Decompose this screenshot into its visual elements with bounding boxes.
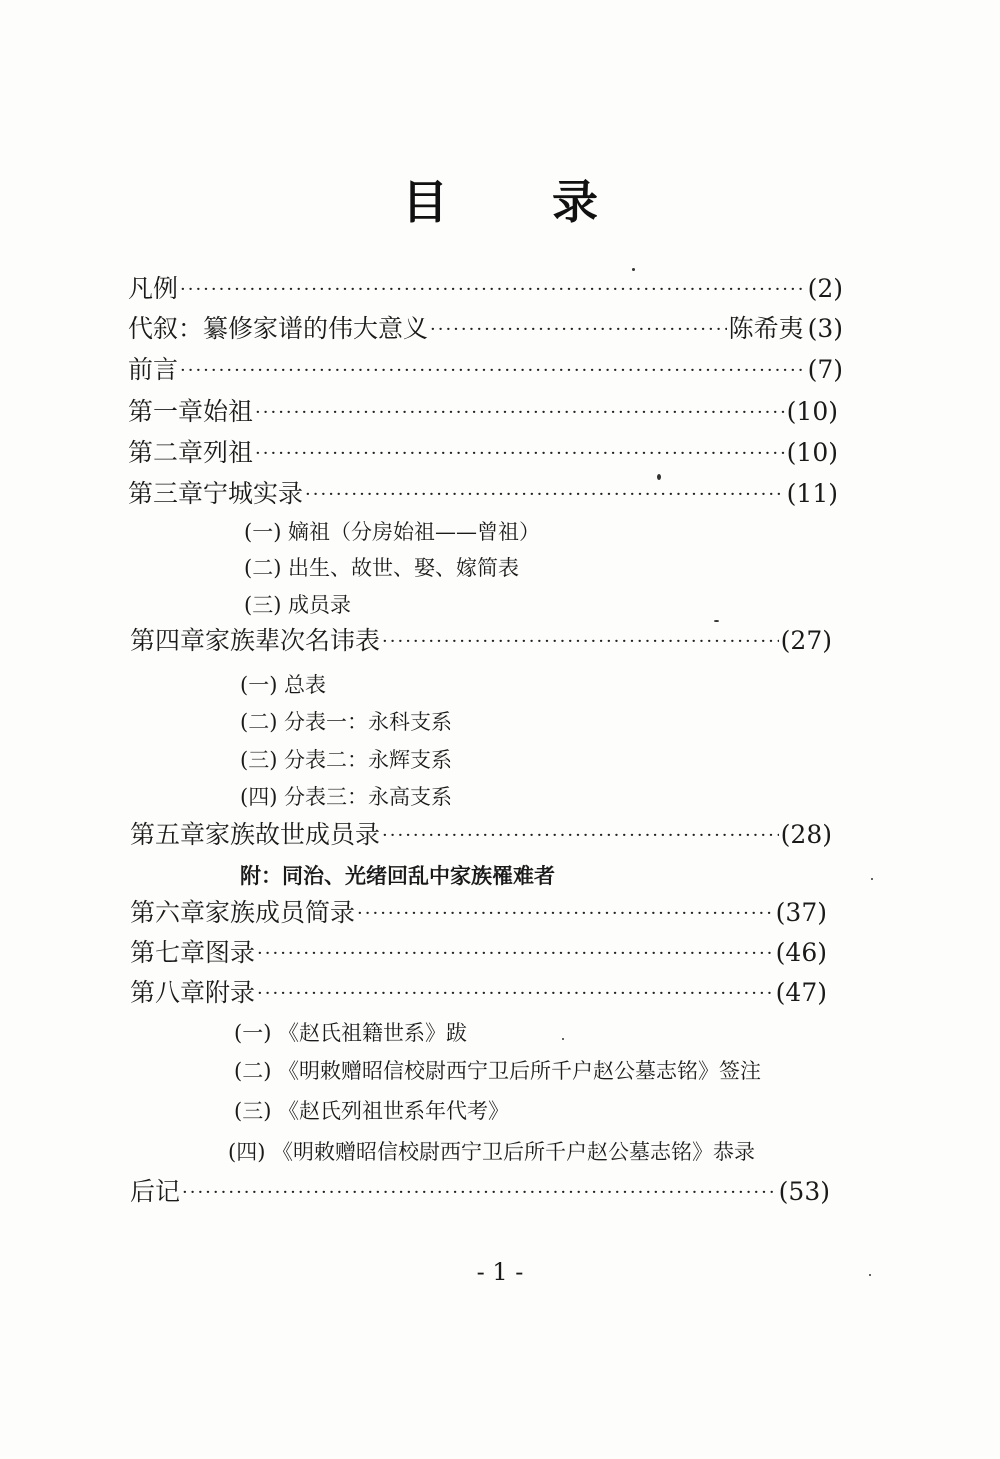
toc-chapter-number: 第六章 <box>130 898 206 927</box>
dot-leader <box>255 396 785 430</box>
toc-entry-page: (27) <box>780 626 832 655</box>
dot-leader <box>257 977 774 1011</box>
toc-entry-page: (11) <box>786 479 838 508</box>
toc-entry-page: (10) <box>786 438 838 467</box>
toc-entry-page: (37) <box>775 898 827 927</box>
toc-entry-page: (10) <box>786 397 838 426</box>
toc-entry-page: (2) <box>807 274 843 303</box>
toc-chapter-number: 第四章 <box>130 626 206 655</box>
scan-speck <box>632 268 635 271</box>
toc-chapter-number: 第七章 <box>130 938 206 967</box>
toc-entry-title: 附录 <box>205 978 256 1007</box>
toc-subentry[interactable]: (三) 分表二：永辉支系 <box>240 748 453 772</box>
toc-entry-chapter-3[interactable] <box>128 477 838 511</box>
toc-entry-title: 前言 <box>128 355 179 384</box>
dot-leader <box>257 937 774 971</box>
scan-speck <box>871 878 873 880</box>
toc-subentry[interactable]: (四) 分表三：永高支系 <box>240 785 453 809</box>
scan-speck <box>869 1274 871 1276</box>
toc-entry-page: (7) <box>807 355 843 384</box>
toc-chapter-number: 第三章 <box>128 479 204 508</box>
toc-entry-page: (46) <box>775 938 827 967</box>
dot-leader <box>180 273 806 307</box>
toc-subentry[interactable]: (三) 成员录 <box>244 593 352 617</box>
toc-subentry[interactable]: (一) 总表 <box>240 673 327 697</box>
toc-entry-title: 代叙：纂修家谱的伟大意义 <box>128 314 429 343</box>
toc-entry-title: 图录 <box>205 938 256 967</box>
toc-entry-daixu[interactable] <box>128 312 843 346</box>
toc-entry-title: 家族辈次名讳表 <box>205 626 381 655</box>
dot-leader <box>255 437 785 471</box>
scan-speck <box>714 620 719 622</box>
toc-entry-title: 凡例 <box>128 274 179 303</box>
toc-subentry[interactable]: (四) 《明敕赠昭信校尉西宁卫后所千户赵公墓志铭》恭录 <box>228 1140 756 1164</box>
dot-leader <box>180 354 806 388</box>
toc-entry-chapter-2[interactable] <box>128 436 838 470</box>
toc-entry-page: (3) <box>807 314 843 343</box>
toc-subentry[interactable]: (二) 分表一：永科支系 <box>240 710 453 734</box>
toc-chapter-number: 第八章 <box>130 978 206 1007</box>
toc-entry-fanli[interactable] <box>128 272 843 306</box>
toc-entry-page: (28) <box>780 820 832 849</box>
toc-entry-title: 家族故世成员录 <box>205 820 381 849</box>
toc-subentry[interactable]: (二) 《明敕赠昭信校尉西宁卫后所千户赵公墓志铭》签注 <box>234 1059 762 1083</box>
toc-entry-title: 宁城实录 <box>203 479 304 508</box>
toc-subentry[interactable]: (三) 《赵氏列祖世系年代考》 <box>234 1099 510 1123</box>
toc-chapter-number: 第五章 <box>130 820 206 849</box>
toc-entry-title: 家族成员简录 <box>205 898 356 927</box>
toc-entry-qianyan[interactable] <box>128 353 843 387</box>
toc-entry-chapter-6[interactable] <box>130 896 827 930</box>
toc-entry-title: 列祖 <box>203 438 254 467</box>
toc-entry-chapter-4[interactable] <box>130 624 832 658</box>
scan-speck <box>657 474 661 480</box>
toc-chapter-number: 第二章 <box>128 438 204 467</box>
toc-entry-chapter-8[interactable] <box>130 976 827 1010</box>
dot-leader <box>357 897 774 931</box>
dot-leader <box>305 478 785 512</box>
dot-leader <box>182 1176 777 1210</box>
toc-subentry[interactable]: (一) 嫡祖（分房始祖——曾祖） <box>244 520 541 544</box>
toc-entry-houji[interactable] <box>130 1175 830 1209</box>
page-number: - 1 - <box>476 1258 524 1286</box>
toc-entry-chapter-5[interactable] <box>130 818 832 852</box>
toc-subentry[interactable]: (二) 出生、故世、娶、嫁简表 <box>244 556 520 580</box>
toc-entry-title: 始祖 <box>203 397 254 426</box>
scan-speck <box>562 1038 564 1040</box>
toc-entry-page: (47) <box>775 978 827 1007</box>
toc-entry-page: (53) <box>778 1177 830 1206</box>
page-title: 目 录 <box>401 175 642 229</box>
dot-leader <box>382 819 779 853</box>
toc-entry-title: 后记 <box>130 1177 181 1206</box>
toc-subentry[interactable]: 附：同治、光绪回乱中家族罹难者 <box>240 863 555 888</box>
toc-entry-author: 陈希夷 <box>728 314 804 343</box>
dot-leader <box>430 313 727 347</box>
toc-entry-chapter-1[interactable] <box>128 395 838 429</box>
toc-subentry[interactable]: (一) 《赵氏祖籍世系》跋 <box>234 1021 468 1045</box>
dot-leader <box>382 625 779 659</box>
toc-entry-chapter-7[interactable] <box>130 936 827 970</box>
toc-chapter-number: 第一章 <box>128 397 204 426</box>
